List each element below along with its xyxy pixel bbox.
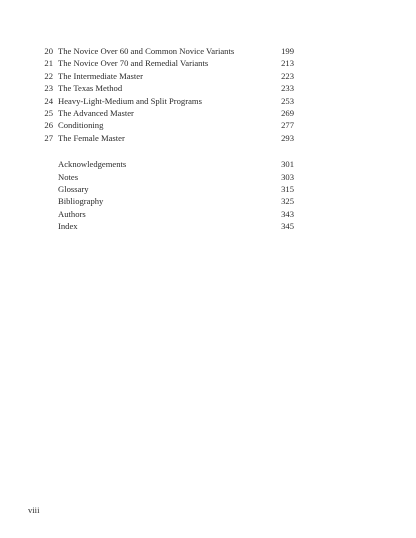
page-number: 277 — [281, 120, 294, 131]
chapter-title: Conditioning — [58, 120, 104, 131]
section-gap — [0, 144, 416, 158]
toc-entry[interactable] — [0, 208, 416, 220]
page-number: 269 — [281, 107, 294, 118]
chapter-title: The Novice Over 60 and Common Novice Variants — [58, 46, 235, 56]
toc-entry[interactable] — [0, 158, 416, 170]
page-number: 233 — [281, 83, 294, 94]
back-matter-title: Index — [58, 221, 78, 232]
toc-entry[interactable] — [0, 95, 416, 107]
toc-entry[interactable] — [0, 70, 416, 82]
page-number: 213 — [281, 58, 294, 69]
chapter-number: 22 — [44, 70, 53, 81]
toc-entry[interactable] — [0, 82, 416, 94]
chapter-title: The Texas Method — [58, 83, 123, 94]
page-number: 343 — [281, 208, 294, 219]
toc-entry[interactable] — [0, 220, 416, 232]
toc-entry[interactable] — [0, 119, 416, 131]
toc-entry[interactable] — [0, 171, 416, 183]
chapter-number: 23 — [44, 83, 53, 94]
back-matter-title: Glossary — [58, 183, 89, 194]
back-matter-title: Notes — [58, 171, 79, 182]
toc-entry[interactable] — [0, 107, 416, 119]
page-number: 199 — [281, 46, 294, 56]
page-number: 223 — [281, 70, 294, 81]
page-number: 303 — [281, 171, 294, 182]
chapter-number: 21 — [44, 58, 53, 69]
page-folio: viii — [28, 505, 40, 515]
page-number: 315 — [281, 183, 294, 194]
chapter-title: Heavy-Light-Medium and Split Programs — [58, 95, 202, 106]
table-of-contents — [0, 45, 416, 232]
back-matter-title: Acknowledgements — [58, 159, 127, 170]
chapter-number: 27 — [44, 132, 53, 143]
page-number: 253 — [281, 95, 294, 106]
toc-entry[interactable] — [0, 132, 416, 144]
chapter-number: 25 — [44, 107, 53, 118]
page-number: 293 — [281, 132, 294, 143]
toc-entry[interactable] — [0, 183, 416, 195]
chapter-title: The Novice Over 70 and Remedial Variants — [58, 58, 209, 69]
toc-entry[interactable] — [0, 195, 416, 207]
back-matter-title: Authors — [58, 208, 86, 219]
page-number: 325 — [281, 196, 294, 207]
chapter-title: The Intermediate Master — [58, 70, 143, 81]
chapter-title: The Female Master — [58, 132, 125, 143]
chapter-number: 20 — [44, 46, 53, 56]
toc-entry[interactable] — [0, 45, 416, 57]
page-number: 345 — [281, 221, 294, 232]
chapter-title: The Advanced Master — [58, 107, 134, 118]
page-number: 301 — [281, 159, 294, 170]
back-matter-title: Bibliography — [58, 196, 104, 207]
chapter-number: 24 — [44, 95, 53, 106]
chapter-number: 26 — [44, 120, 53, 131]
toc-entry[interactable] — [0, 57, 416, 69]
